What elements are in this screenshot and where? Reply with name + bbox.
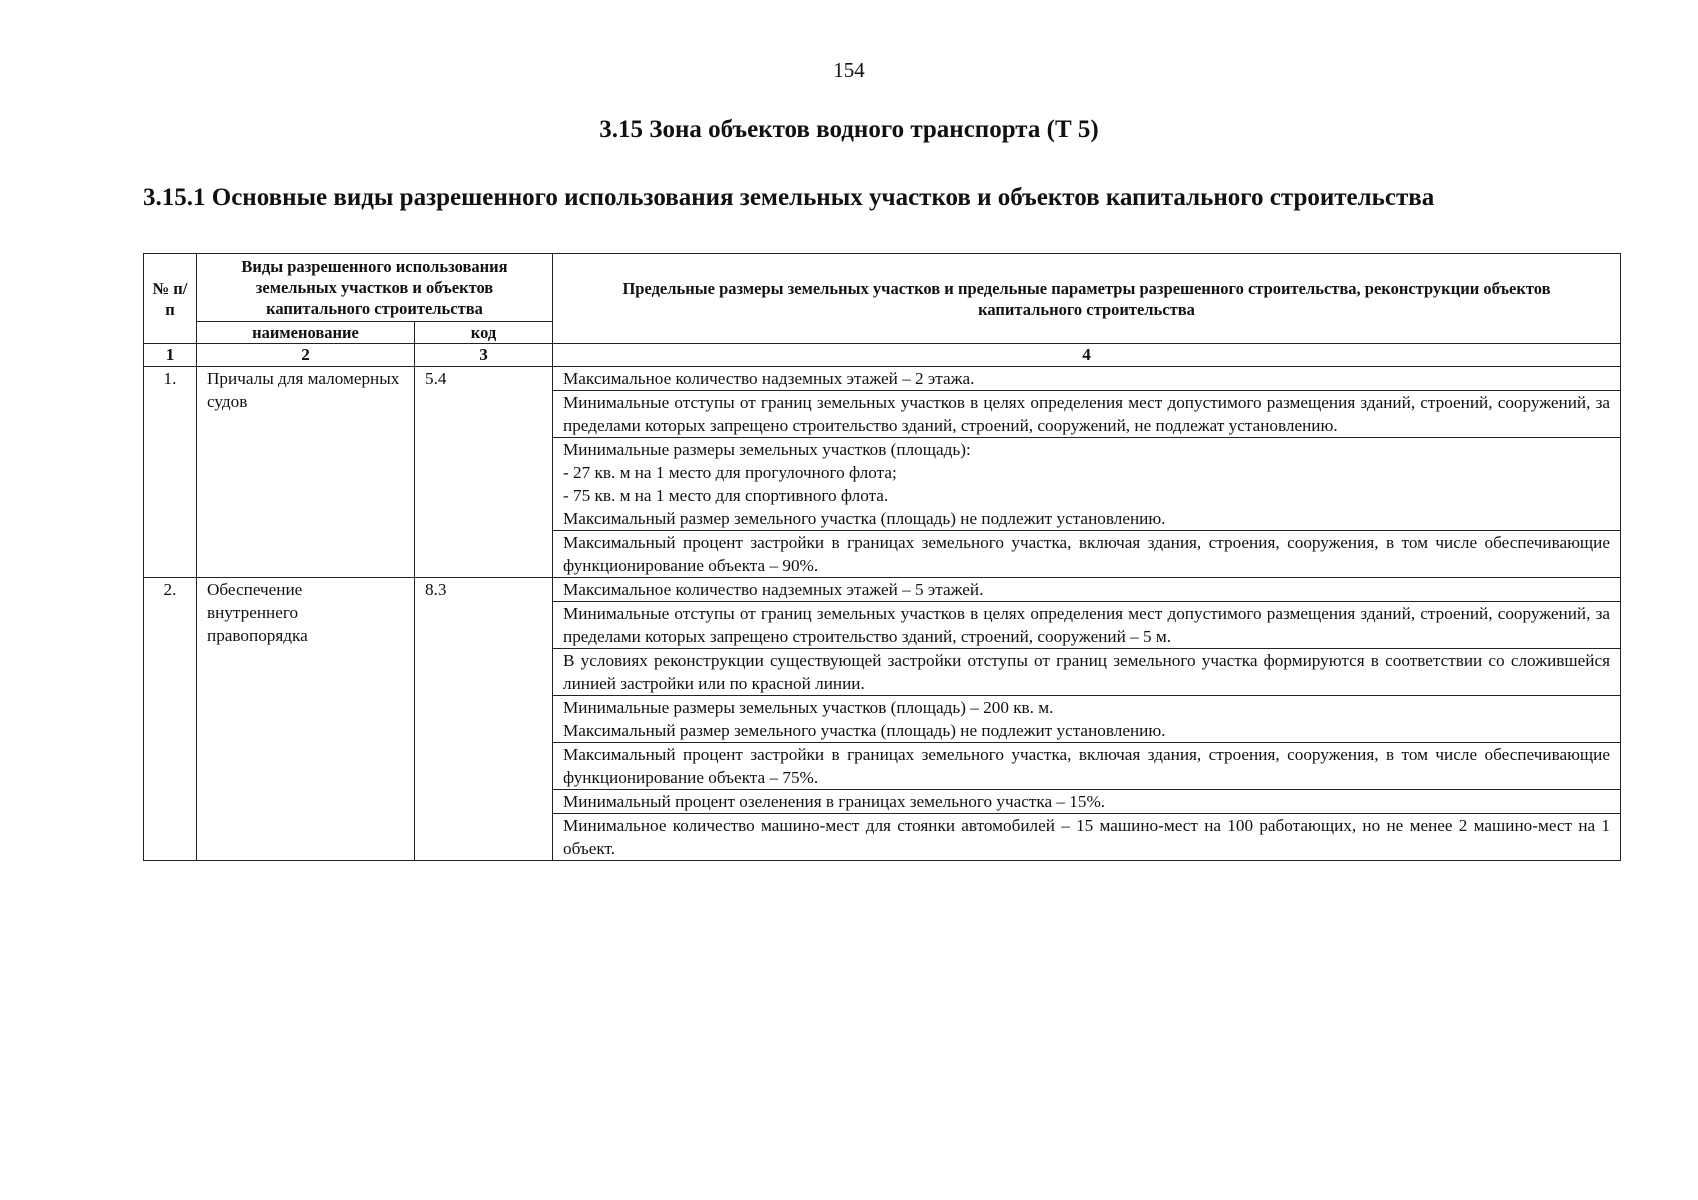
param-line: - 75 кв. м на 1 место для спортивного флота.: [563, 486, 889, 505]
row-name: Причалы для маломерных судов: [197, 367, 415, 578]
param-cell: [553, 696, 1621, 743]
param-cell: [553, 391, 1621, 438]
param-cell: [553, 602, 1621, 649]
param-line: - 27 кв. м на 1 место для прогулочного флота;: [563, 463, 897, 482]
subsection-title: 3.15.1 Основные виды разрешенного использования земельных участков и объектов капитального строительства: [143, 184, 1435, 211]
table-row: [144, 578, 1621, 602]
column-number: 1: [144, 344, 197, 367]
header-row: [144, 254, 1621, 322]
column-number: 3: [415, 344, 553, 367]
param-cell: [553, 367, 1621, 391]
row-name: Обеспечение внутреннего правопорядка: [197, 578, 415, 861]
param-line: Максимальный процент застройки в границах земельного участка, включая здания, строения, сооружения, в том числе обеспечивающие функционирование объекта – 75%.: [563, 745, 1610, 787]
param-line: Максимальный размер земельного участка (площадь) не подлежит установлению.: [563, 721, 1166, 740]
param-cell: [553, 649, 1621, 696]
param-cell: [553, 531, 1621, 578]
row-number: 1.: [144, 367, 197, 578]
header-code: код: [415, 322, 553, 344]
param-line: Минимальные отступы от границ земельных участков в целях определения мест допустимого размещения зданий, строений, сооружений, за пределами которых запрещено строительство зданий, строений, сооружений, не подлежат установлению.: [563, 393, 1610, 435]
row-code: 8.3: [415, 578, 553, 861]
param-cell: [553, 814, 1621, 861]
param-line: Минимальные размеры земельных участков (площадь) – 200 кв. м.: [563, 698, 1054, 717]
column-number: 2: [197, 344, 415, 367]
header-name: наименование: [197, 322, 415, 344]
header-limits: Предельные размеры земельных участков и предельные параметры разрешенного строительства, реконструкции объектов капитального строительства: [553, 254, 1621, 344]
param-line: В условиях реконструкции существующей застройки отступы от границ земельного участка формируются в соответствии со сложившейся линией застройки или по красной линии.: [563, 651, 1610, 693]
page-number: 154: [833, 58, 865, 82]
section-title: 3.15 Зона объектов водного транспорта (Т 5): [599, 116, 1099, 143]
column-number: 4: [553, 344, 1621, 367]
param-line: Минимальные отступы от границ земельных участков в целях определения мест допустимого размещения зданий, строений, сооружений, за пределами которых запрещено строительство зданий, строений, сооружений – 5 м.: [563, 604, 1610, 646]
param-cell: [553, 578, 1621, 602]
land-use-table: [143, 253, 1621, 861]
param-line: Максимальный процент застройки в границах земельного участка, включая здания, строения, сооружения, в том числе обеспечивающие функционирование объекта – 90%.: [563, 533, 1610, 575]
table-row: [144, 367, 1621, 391]
param-line: Максимальное количество надземных этажей – 2 этажа.: [563, 369, 975, 388]
header-types: Виды разрешенного использования земельных участков и объектов капитального строительства: [197, 254, 553, 322]
param-line: Максимальный размер земельного участка (площадь) не подлежит установлению.: [563, 509, 1166, 528]
param-line: Минимальный процент озеленения в границах земельного участка – 15%.: [563, 792, 1106, 811]
param-line: Минимальное количество машино-мест для стоянки автомобилей – 15 машино-мест на 100 работающих, но не менее 2 машино-мест на 1 объект.: [563, 816, 1610, 858]
header-num: № п/п: [144, 254, 197, 344]
param-cell: [553, 438, 1621, 531]
param-cell: [553, 790, 1621, 814]
row-code: 5.4: [415, 367, 553, 578]
param-cell: [553, 743, 1621, 790]
column-number-row: [144, 344, 1621, 367]
param-line: Максимальное количество надземных этажей – 5 этажей.: [563, 580, 984, 599]
param-line: Минимальные размеры земельных участков (площадь):: [563, 440, 971, 459]
row-number: 2.: [144, 578, 197, 861]
